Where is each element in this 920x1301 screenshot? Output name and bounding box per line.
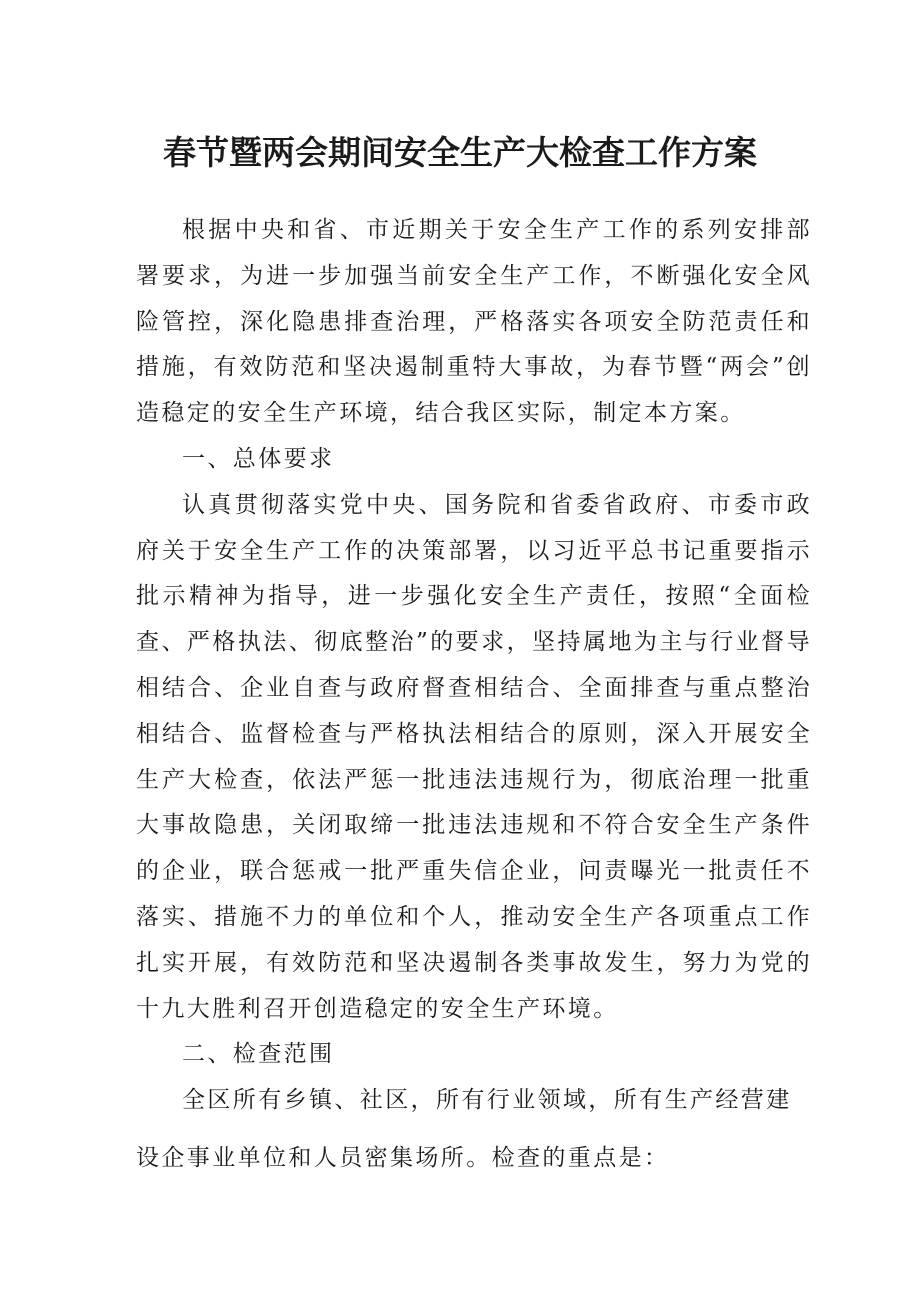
document-body [136,208,812,1182]
paragraph-general-requirements: 认真贯彻落实党中央、国务院和省委省政府、市委市政府关于安全生产工作的决策部署，以习近平总书记重要指示批示精神为指导，进一步强化安全生产责任，按照“全面检查、严格执法、彻底整治”的要求，坚持属地为主与行业督导相结合、企业自查与政府督查相结合、全面排查与重点整治相结合、监督检查与严格执法相结合的原则，深入开展安全生产大检查，依法严惩一批违法违规行为，彻底治理一批重大事故隐患，关闭取缔一批违法违规和不符合安全生产条件的企业，联合惩戒一批严重失信企业，问责曝光一批责任不落实、措施不力的单位和个人，推动安全生产各项重点工作扎实开展，有效防范和坚决遏制各类事故发生，努力为党的十九大胜利召开创造稳定的安全生产环境。 [136,491,812,1022]
paragraph-intro: 根据中央和省、市近期关于安全生产工作的系列安排部署要求，为进一步加强当前安全生产工作，不断强化安全风险管控，深化隐患排查治理，严格落实各项安全防范责任和措施，有效防范和坚决遏制重特大事故，为春节暨“两会”创造稳定的安全生产环境，结合我区实际，制定本方案。 [136,217,812,427]
section-heading-inspection-scope: 二、检查范围 [182,1041,335,1068]
section-heading-general-requirements: 一、总体要求 [182,445,335,472]
document-title: 春节暨两会期间安全生产大检查工作方案 [163,133,757,172]
paragraph-inspection-scope: 全区所有乡镇、社区，所有行业领域，所有生产经营建 [182,1087,792,1114]
paragraph-inspection-scope-continued: 设企事业单位和人员密集场所。检查的重点是： [136,1144,670,1171]
